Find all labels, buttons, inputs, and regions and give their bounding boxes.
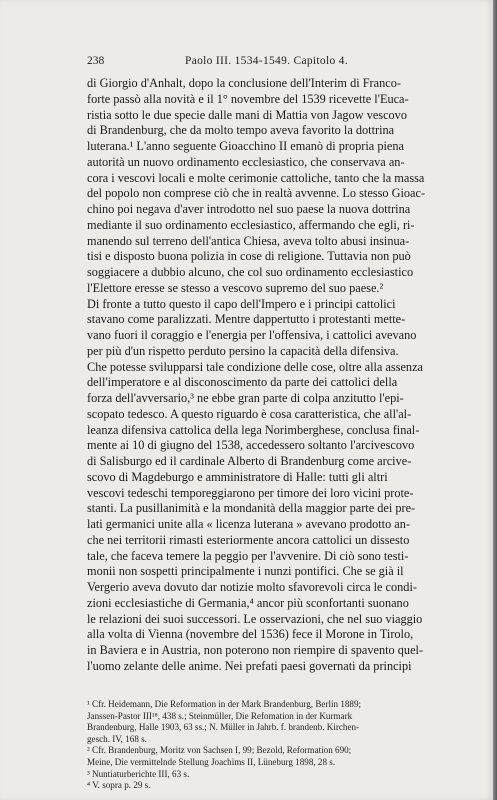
text-line: l'uomo zelante delle anime. Nei prefati paesi governati da principi bbox=[87, 658, 412, 673]
text-line: zioni ecclesiastiche di Germania,⁴ ancor più sconfortanti suonano bbox=[87, 595, 409, 610]
text-line: Che potesse svilupparsi tale condizione delle cose, oltre alla assenza bbox=[87, 359, 423, 374]
text-line: l'Elettore eresse se stesso a vescovo supremo del suo paese.² bbox=[87, 280, 384, 295]
text-line: Di fronte a tutto questo il capo dell'Impero e i principi cattolici bbox=[87, 296, 396, 311]
text-line: di Salisburgo ed il cardinale Alberto di Brandenburg come arcive- bbox=[87, 454, 412, 468]
text-line: tale, che faceva temere la peggio per l'avvenire. Di ciò sono testi- bbox=[87, 548, 409, 563]
footnote-line: ² Cfr. Brandenburg, Moritz von Sachsen I, 99; Bezold, Reformation 690; bbox=[87, 745, 352, 756]
footnote-line: ³ Nuntiaturberichte III, 63 s. bbox=[87, 768, 190, 779]
text-line: luterana.¹ L'anno seguente Gioacchino II emanò di propria piena bbox=[87, 139, 404, 153]
text-line: che nei territorii rimasti esteriormente ancora cattolici un dissesto bbox=[87, 532, 410, 547]
text-line: di Giorgio d'Anhalt, dopo la conclusione dell'Interim di Franco- bbox=[87, 76, 401, 90]
text-line: scovo di Magdeburgo e amministratore di Halle: tutti gli altri bbox=[87, 469, 388, 484]
text-line: lati germanici unite alla « licenza luterana » avevano prodotto an- bbox=[87, 517, 410, 531]
text-line: forte passò alla novità e il 1° novembre del 1539 ricevette l'Euca- bbox=[87, 91, 409, 106]
text-line: leanza difensiva cattolica della lega Norimberghese, conclusa final- bbox=[87, 422, 420, 437]
text-line: vescovi tedeschi temporeggiarono per timore dei loro vicini prote- bbox=[87, 485, 414, 500]
text-line: autorità un nuovo ordinamento ecclesiastico, che conservava an- bbox=[87, 154, 405, 169]
main-text bbox=[87, 76, 454, 675]
footnote-line: ¹ Cfr. Heidemann, Die Reformation in der Mark Brandenburg, Berlin 1889; bbox=[87, 699, 362, 709]
text-line: monii non sospetti principalmente i nunzi pontifici. Che se già il bbox=[87, 564, 404, 579]
text-line: chino poi negava d'aver introdotto nel suo paese la nuova dottrina bbox=[87, 202, 411, 216]
text-line: cora i vescovi locali e molte cerimonie cattoliche, tanto che la massa bbox=[87, 170, 425, 185]
text-line: per più d'un rispetto perduto persino la capacità della difensiva. bbox=[87, 343, 399, 358]
text-line: vano fuori il coraggio e l'energia per l'offensiva, i cattolici avevano bbox=[87, 328, 417, 342]
text-line: mente ai 10 di giugno del 1538, accedessero soltanto l'arcivescovo bbox=[87, 438, 415, 453]
page-number: 238 bbox=[87, 55, 105, 67]
text-line: stanti. La pusillanimità e la mondanità della maggior parte dei pre- bbox=[87, 501, 416, 516]
footnote-line: gesch. IV, 168 s. bbox=[87, 733, 147, 744]
footnotes bbox=[87, 699, 457, 792]
text-line: tisi e disposto buona polizia in cose di religione. Tuttavia non può bbox=[87, 249, 411, 264]
text-line: soggiacere a dubbio alcuno, che col suo ordinamento ecclesiastico bbox=[87, 265, 414, 279]
text-line: dell'imperatore e al disconoscimento da parte dei cattolici della bbox=[87, 375, 398, 390]
text-line: di Brandenburg, che da molto tempo aveva favorito la dottrina bbox=[87, 123, 395, 138]
footnote-line: Meine, Die vermittelnde Stellung Joachims II, Lüneburg 1898, 28 s. bbox=[87, 756, 336, 767]
text-line: Vergerio aveva dovuto dar notizie molto sfavorevoli circa le condi- bbox=[87, 580, 417, 594]
footnote-line: Janssen-Pastor III¹⁸, 438 s.; Steinmüller, Die Refomation in der Kurmark bbox=[87, 710, 353, 721]
footnote-line: Brandenburg, Halle 1903, 63 ss.; N. Müller in Jahrb. f. brandenb. Kirchen- bbox=[87, 722, 360, 733]
running-title: Paolo III. 1534-1549. Capitolo 4. bbox=[185, 55, 348, 67]
page-edge bbox=[493, 0, 497, 800]
text-line: stavano come paralizzati. Mentre dappertutto i protestanti mette- bbox=[87, 312, 406, 327]
text-line: manendo sul terreno dell'antica Chiesa, aveva tolto abusi insinua- bbox=[87, 233, 410, 248]
text-line: forza dell'avversario,³ ne ebbe gran parte di colpa anzitutto l'epi- bbox=[87, 391, 404, 405]
text-line: in Baviera e in Austria, non poterono non riempire di spavento quel- bbox=[87, 643, 424, 657]
text-line: mediante il suo ordinamento ecclesiastico, affermando che egli, ri- bbox=[87, 217, 415, 232]
text-line: scopato tedesco. A questo riguardo è cosa caratteristica, che all'al- bbox=[87, 406, 412, 421]
text-line: del popolo non comprese ciò che in realtà avvenne. Lo stesso Gioac- bbox=[87, 186, 426, 201]
footnote-line: ⁴ V. sopra p. 29 s. bbox=[87, 780, 151, 791]
text-line: alla volta di Vienna (novembre del 1536) fece il Morone in Tirolo, bbox=[87, 627, 414, 642]
text-line: le relazioni dei suoi successori. Le osservazioni, che nel suo viaggio bbox=[87, 611, 423, 626]
text-line: ristia sotto le due specie dalle mani di Mattia von Jagow vescovo bbox=[87, 107, 407, 122]
